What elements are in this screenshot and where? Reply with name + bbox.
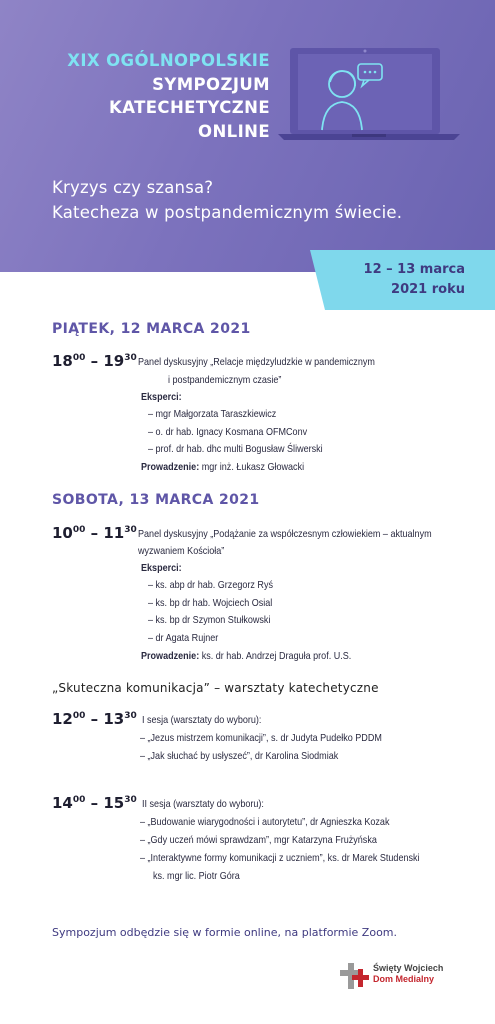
friday-panel-line-1: Panel dyskusyjny „Relacje międzyludzkie w pandemicznym — [138, 356, 375, 368]
saturday-heading: SOBOTA, 13 MARCA 2021 — [52, 492, 260, 508]
time-end-minutes: 30 — [124, 353, 137, 363]
laptop-with-person-and-chat-icon — [278, 40, 460, 146]
logo-line-2: Dom Medialny — [373, 974, 435, 984]
saturday-expert-2: – ks. bp dr hab. Wojciech Osial — [148, 597, 273, 609]
friday-expert-3: – prof. dr hab. dhc multi Bogusław Śliwerski — [148, 443, 323, 455]
session-2-time: $14^{00} - 15^{30}$ — [52, 794, 137, 812]
header-banner — [0, 0, 495, 272]
time-start-minutes: 00 — [72, 353, 86, 363]
event-date — [325, 260, 465, 300]
session-1-time: $12^{00} - 13^{30}$ — [52, 710, 137, 728]
logo-line-1: Święty Wojciech — [373, 963, 444, 973]
time-start: 10 — [52, 524, 73, 542]
title-line-3: KATECHETYCZNE — [109, 98, 270, 117]
session-2-item-3-continuation: ks. mgr lic. Piotr Góra — [153, 870, 240, 882]
publisher-logo-text — [373, 963, 443, 985]
event-title — [50, 49, 270, 143]
friday-time: $18^{00} - 19^{30}$ — [52, 352, 137, 370]
host-name: ks. dr hab. Andrzej Draguła prof. U.S. — [201, 650, 352, 662]
friday-heading: PIĄTEK, 12 MARCA 2021 — [52, 321, 251, 337]
session-1-label: I sesja (warsztaty do wyboru): — [142, 714, 262, 726]
session-1-item-2: – „Jak słuchać by usłyszeć”, dr Karolina Siodmiak — [140, 750, 339, 762]
workshops-heading: „Skuteczna komunikacja” – warsztaty katechetyczne — [52, 681, 379, 695]
time-end: 19 — [103, 352, 125, 370]
friday-experts-label: Eksperci: — [141, 391, 182, 403]
date-line-1: 12 – 13 marca — [363, 262, 465, 277]
friday-host — [141, 460, 304, 474]
time-end: 15 — [103, 794, 125, 812]
time-end: 13 — [103, 710, 125, 728]
time-end-minutes: 30 — [124, 525, 137, 535]
friday-panel-line-2: i postpandemicznym czasie” — [168, 374, 282, 386]
saturday-expert-3: – ks. bp dr Szymon Stułkowski — [148, 614, 271, 626]
time-end-minutes: 30 — [124, 795, 137, 805]
saturday-expert-4: – dr Agata Rujner — [148, 632, 219, 644]
subtitle-line-1: Kryzys czy szansa? — [52, 178, 214, 197]
host-name: mgr inż. Łukasz Głowacki — [201, 461, 305, 473]
friday-expert-2: – o. dr hab. Ignacy Kosmana OFMConv — [148, 426, 308, 438]
time-start-minutes: 00 — [72, 711, 86, 721]
subtitle-line-2: Katecheza w postpandemicznym świecie. — [52, 203, 403, 222]
time-start: 14 — [52, 794, 73, 812]
session-1-item-1: – „Jezus mistrzem komunikacji”, s. dr Judyta Pudełko PDDM — [140, 732, 382, 744]
title-line-4: ONLINE — [198, 121, 270, 141]
saturday-experts-label: Eksperci: — [141, 562, 182, 574]
saturday-panel-line-2: wyzwaniem Kościoła” — [138, 545, 225, 557]
event-subtitle — [52, 175, 402, 225]
friday-expert-1: – mgr Małgorzata Taraszkiewicz — [148, 408, 277, 420]
saturday-panel-line-1: Panel dyskusyjny „Podążanie za współczesnym człowiekiem – aktualnym — [138, 528, 432, 540]
session-2-item-2: – „Gdy uczeń mówi sprawdzam”, mgr Katarzyna Frużyńska — [140, 834, 377, 846]
host-label: Prowadzenie: — [141, 650, 200, 662]
date-line-2: 2021 roku — [391, 282, 465, 297]
time-end-minutes: 30 — [124, 711, 137, 721]
time-start-minutes: 00 — [72, 795, 86, 805]
saturday-host — [141, 649, 351, 663]
time-start: 18 — [52, 352, 73, 370]
title-line-1: XIX OGÓLNOPOLSKIE — [67, 51, 270, 70]
saturday-expert-1: – ks. abp dr hab. Grzegorz Ryś — [148, 579, 273, 591]
saturday-time: $10^{00} - 11^{30}$ — [52, 524, 137, 542]
online-note: Sympozjum odbędzie się w formie online, na platformie Zoom. — [52, 926, 398, 939]
time-start: 12 — [52, 710, 73, 728]
session-2-item-1: – „Budowanie wiarygodności i autorytetu”, dr Agnieszka Kozak — [140, 816, 390, 828]
time-end: 11 — [103, 524, 125, 542]
title-line-2: SYMPOZJUM — [152, 74, 270, 94]
host-label: Prowadzenie: — [141, 461, 200, 473]
session-2-label: II sesja (warsztaty do wyboru): — [142, 798, 264, 810]
time-start-minutes: 00 — [72, 525, 86, 535]
session-2-item-3: – „Interaktywne formy komunikacji z uczniem”, ks. dr Marek Studenski — [140, 852, 420, 864]
